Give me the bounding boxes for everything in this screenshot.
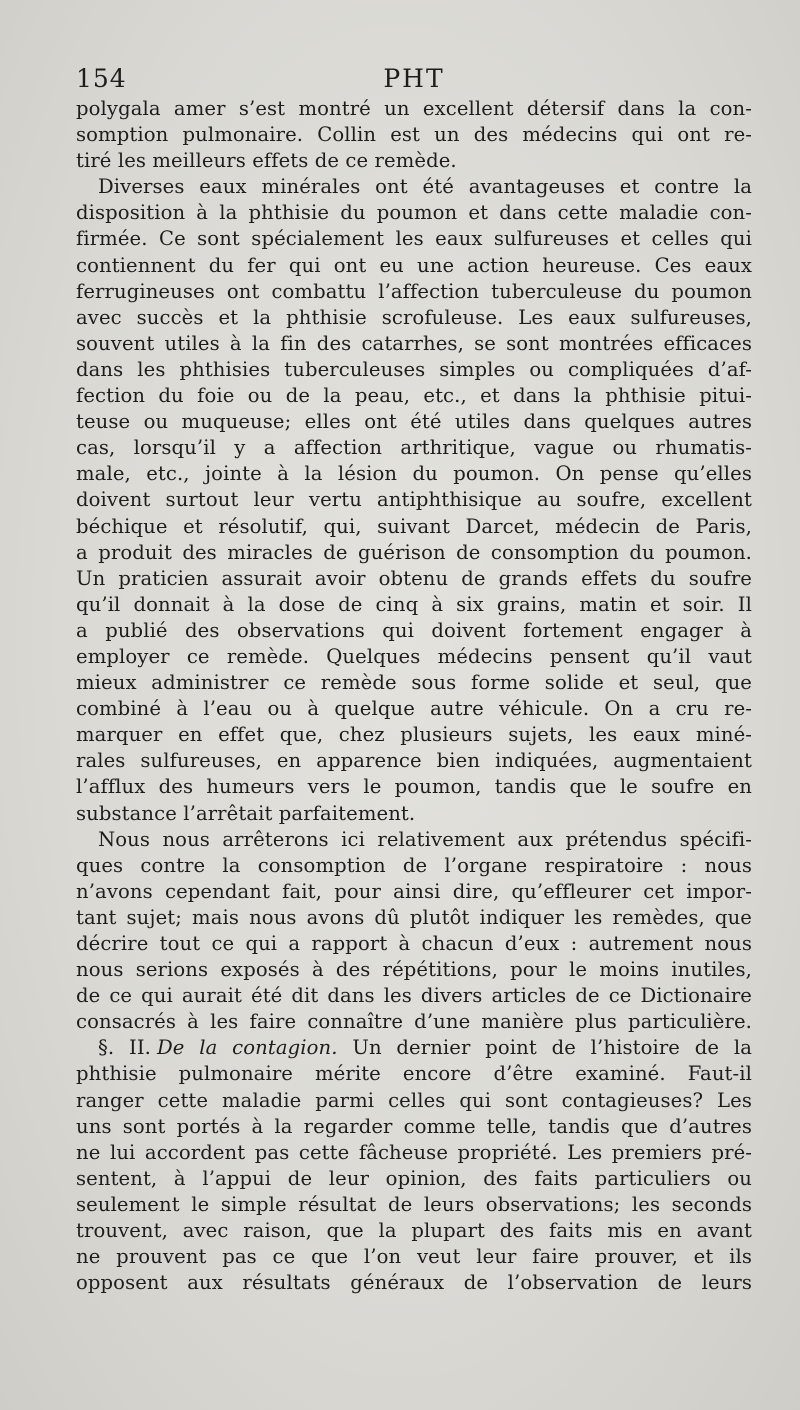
text-line: mieux administrer ce remède sous forme solide et seul, que [76, 671, 752, 695]
running-head: PHT [383, 64, 445, 93]
text-line: ferrugineuses ont combattu l’affection tuberculeuse du poumon [76, 279, 752, 303]
text-line: uns sont portés à la regarder comme telle, tandis que d’autres [76, 1114, 752, 1138]
text-line: a produit des miracles de guérison de consomption du poumon. [76, 540, 752, 564]
section-number: §. II. [98, 1036, 151, 1060]
text-line: tiré les meilleurs effets de ce remède. [76, 149, 457, 173]
text-line: marquer en effet que, chez plusieurs sujets, les eaux miné- [76, 723, 752, 747]
text-line: Un praticien assurait avoir obtenu de grands effets du soufre [76, 566, 752, 590]
text-line: seulement le simple résultat de leurs observations; les seconds [76, 1192, 752, 1216]
text-line: qu’il donnait à la dose de cinq à six grains, matin et soir. Il [76, 592, 752, 616]
text-line: rales sulfureuses, en apparence bien indiquées, augmentaient [76, 749, 752, 773]
text-line: décrire tout ce qui a rapport à chacun d’eux : autrement nous [76, 932, 752, 955]
text-line: polygala amer s’est montré un excellent détersif dans la con- [76, 97, 752, 120]
body-text [76, 96, 752, 1296]
text-line: trouvent, avec raison, que la plupart des faits mis en avant [76, 1219, 752, 1243]
text-line: substance l’arrêtait parfaitement. [76, 801, 416, 825]
text-line: consacrés à les faire connaître d’une manière plus particulière. [76, 1010, 752, 1034]
section-first-line-text: Un dernier point de l’histoire de la [352, 1036, 752, 1060]
text-line: souvent utiles à la fin des catarrhes, se sont montrées efficaces [76, 331, 752, 355]
text-line: n’avons cependant fait, pour ainsi dire, qu’effleurer cet impor- [76, 879, 752, 903]
text-line: fection du foie ou de la peau, etc., et dans la phthisie pitui- [76, 384, 752, 408]
text-line: sentent, à l’appui de leur opinion, des faits particuliers ou [76, 1166, 752, 1190]
text-line: phthisie pulmonaire mérite encore d’être examiné. Faut-il [76, 1062, 752, 1086]
text-line: somption pulmonaire. Collin est un des médecins qui ont re- [76, 123, 752, 147]
text-line: béchique et résolutif, qui, suivant Darcet, médecin de Paris, [76, 514, 752, 538]
paragraph-start-line: Diverses eaux minérales ont été avantageuses et contre la [98, 175, 752, 199]
text-line: contiennent du fer qui ont eu une action heureuse. Ces eaux [76, 253, 752, 277]
text-line: teuse ou muqueuse; elles ont été utiles dans quelques autres [76, 410, 752, 434]
text-line: de ce qui aurait été dit dans les divers articles de ce Dictionaire [76, 984, 752, 1008]
text-line: combiné à l’eau ou à quelque autre véhicule. On a cru re- [76, 697, 752, 721]
text-line: disposition à la phthisie du poumon et dans cette maladie con- [76, 201, 752, 225]
text-line: avec succès et la phthisie scrofuleuse. Les eaux sulfureuses, [76, 305, 752, 329]
text-line: opposent aux résultats généraux de l’observation de leurs [76, 1271, 752, 1295]
text-line: doivent surtout leur vertu antiphthisique au soufre, excellent [76, 488, 752, 512]
text-line: ne prouvent pas ce que l’on veut leur faire prouver, et ils [76, 1245, 752, 1269]
text-line: firmée. Ce sont spécialement les eaux sulfureuses et celles qui [76, 227, 752, 251]
page-number: 154 [76, 64, 127, 93]
text-line: ranger cette maladie parmi celles qui sont contagieuses? Les [76, 1088, 752, 1112]
text-line: employer ce remède. Quelques médecins pensent qu’il vaut [76, 644, 752, 668]
text-line: nous serions exposés à des répétitions, pour le moins inutiles, [76, 958, 752, 982]
section-heading-line [76, 1035, 752, 1061]
text-line: dans les phthisies tuberculeuses simples ou compliquées d’af- [76, 357, 752, 381]
page-header [76, 64, 752, 94]
section-title: De la contagion. [157, 1036, 338, 1060]
text-line: ques contre la consomption de l’organe respiratoire : nous [76, 853, 752, 877]
text-line: l’afflux des humeurs vers le poumon, tandis que le soufre en [76, 775, 752, 799]
text-line: cas, lorsqu’il y a affection arthritique, vague ou rhumatis- [76, 436, 752, 460]
text-line: male, etc., jointe à la lésion du poumon. On pense qu’elles [76, 462, 752, 486]
text-line: ne lui accordent pas cette fâcheuse propriété. Les premiers pré- [76, 1140, 752, 1164]
text-line: tant sujet; mais nous avons dû plutôt indiquer les remèdes, que [76, 905, 752, 929]
text-line: a publié des observations qui doivent fortement engager à [76, 618, 752, 642]
paragraph-start-line: Nous nous arrêterons ici relativement aux prétendus spécifi- [98, 827, 752, 851]
